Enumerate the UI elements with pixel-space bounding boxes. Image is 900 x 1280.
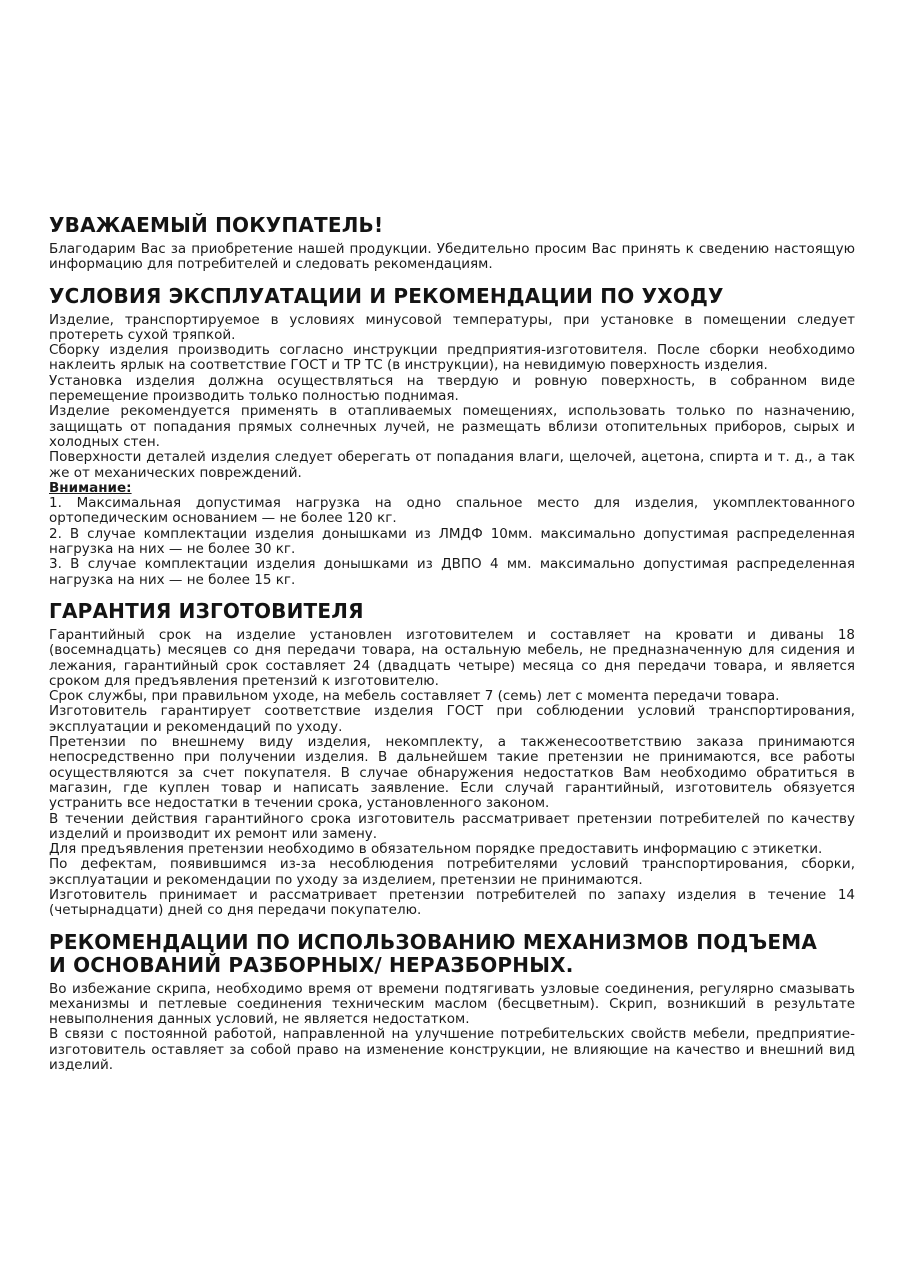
- section-dear-customer: [49, 214, 855, 273]
- paragraph: Изделие, транспортируемое в условиях минусовой температуры, при установке в помещении следует протереть сухой тряпкой.: [49, 311, 855, 343]
- section-title-line: И ОСНОВАНИЙ РАЗБОРНЫХ/ НЕРАЗБОРНЫХ.: [49, 952, 574, 977]
- paragraph: Изготовитель гарантирует соответствие изделия ГОСТ при соблюдении условий транспортирования, эксплуатации и рекомендаций по уходу.: [49, 703, 855, 735]
- paragraph: Срок службы, при правильном уходе, на мебель составляет 7 (семь) лет с момента передачи товара.: [49, 688, 780, 705]
- paragraph: Для предъявления претензии необходимо в обязательном порядке предоставить информацию с этикетки.: [49, 841, 823, 858]
- paragraph: Сборку изделия производить согласно инструкции предприятия-изготовителя. После сборки необходимо наклеить ярлык на соответствие ГОСТ и ТР ТС (в инструкции), на невидимую поверхность изделия.: [49, 342, 855, 374]
- attention-item: 3. В случае комплектации изделия донышками из ДВПО 4 мм. максимально допустимая распределенная нагрузка на них — не более 15 кг.: [49, 556, 855, 588]
- paragraph: Гарантийный срок на изделие установлен изготовителем и составляет на кровати и диваны 18 (восемнадцать) месяцев со дня передачи товара, на остальную мебель, не предназначенную для сидения и лежания, гарантийный срок составляет 24 (двадцать четыре) месяца со дня передачи товара, и является сроком для предъявления претензий к изготовителю.: [49, 626, 855, 689]
- attention-item: 1. Максимальная допустимая нагрузка на одно спальное место для изделия, укомплектованного ортопедическим основанием — не более 120 кг.: [49, 495, 855, 527]
- section-title-care-conditions: УСЛОВИЯ ЭКСПЛУАТАЦИИ И РЕКОМЕНДАЦИИ ПО УХОДУ: [49, 283, 724, 308]
- section-title-warranty: ГАРАНТИЯ ИЗГОТОВИТЕЛЯ: [49, 598, 364, 623]
- section-lift-mechanisms: [49, 931, 855, 1074]
- paragraph: В связи с постоянной работой, направленной на улучшение потребительских свойств мебели, предприятие-изготовитель оставляет за собой право на изменение конструкции, не влияющие на качество и внешний вид изделий.: [49, 1026, 855, 1074]
- paragraph: Претензии по внешнему виду изделия, некомплекту, а такженесоответствию заказа принимаются непосредственно при получении изделия. В дальнейшем такие претензии не принимаются, все работы осуществляются за счет покупателя. В случае обнаружения недостатков Вам необходимо обратиться в магазин, где куплен товар и написать заявление. Если случай гарантийный, изготовитель обязуется устранить все недостатки в течении срока, установленного законом.: [49, 734, 855, 812]
- section-warranty: [49, 600, 855, 919]
- paragraph: В течении действия гарантийного срока изготовитель рассматривает претензии потребителей по качеству изделий и производит их ремонт или замену.: [49, 810, 855, 842]
- paragraph: Изделие рекомендуется применять в отапливаемых помещениях, использовать только по назначению, защищать от попадания прямых солнечных лучей, не размещать вблизи отопительных приборов, сырых и холодных стен.: [49, 403, 855, 450]
- section-title-line: РЕКОМЕНДАЦИИ ПО ИСПОЛЬЗОВАНИЮ МЕХАНИЗМОВ ПОДЪЕМА: [49, 929, 818, 954]
- attention-item: 2. В случае комплектации изделия донышками из ЛМДФ 10мм. максимально допустимая распределенная нагрузка на них — не более 30 кг.: [49, 525, 855, 558]
- paragraph: Поверхности деталей изделия следует оберегать от попадания влаги, щелочей, ацетона, спирта и т. д., а так же от механических повреждений.: [49, 449, 855, 481]
- paragraph: Благодарим Вас за приобретение нашей продукции. Убедительно просим Вас принять к сведению настоящую информацию для потребителей и следовать рекомендациям.: [49, 241, 855, 273]
- paragraph: Во избежание скрипа, необходимо время от времени подтягивать узловые соединения, регулярно смазывать механизмы и петлевые соединения техническим маслом (бесцветным). Скрип, возникший в результате невыполнения данных условий, не является недостатком.: [49, 980, 855, 1028]
- paragraph: Изготовитель принимает и рассматривает претензии потребителей по запаху изделия в течение 14 (четырнадцати) дней со дня передачи покупателю.: [49, 886, 855, 919]
- section-title-lift-mechanisms: [49, 931, 855, 977]
- section-title-dear-customer: УВАЖАЕМЫЙ ПОКУПАТЕЛЬ!: [49, 213, 384, 237]
- paragraph: Установка изделия должна осуществляться на твердую и ровную поверхность, в собранном виде перемещение производить только полностью поднимая.: [49, 372, 855, 405]
- attention-heading: Внимание:: [49, 479, 132, 496]
- section-care-conditions: [49, 285, 855, 588]
- paragraph: По дефектам, появившимся из-за несоблюдения потребителями условий транспортирования, сборки, эксплуатации и рекомендации по уходу за изделием, претензии не принимаются.: [49, 856, 855, 888]
